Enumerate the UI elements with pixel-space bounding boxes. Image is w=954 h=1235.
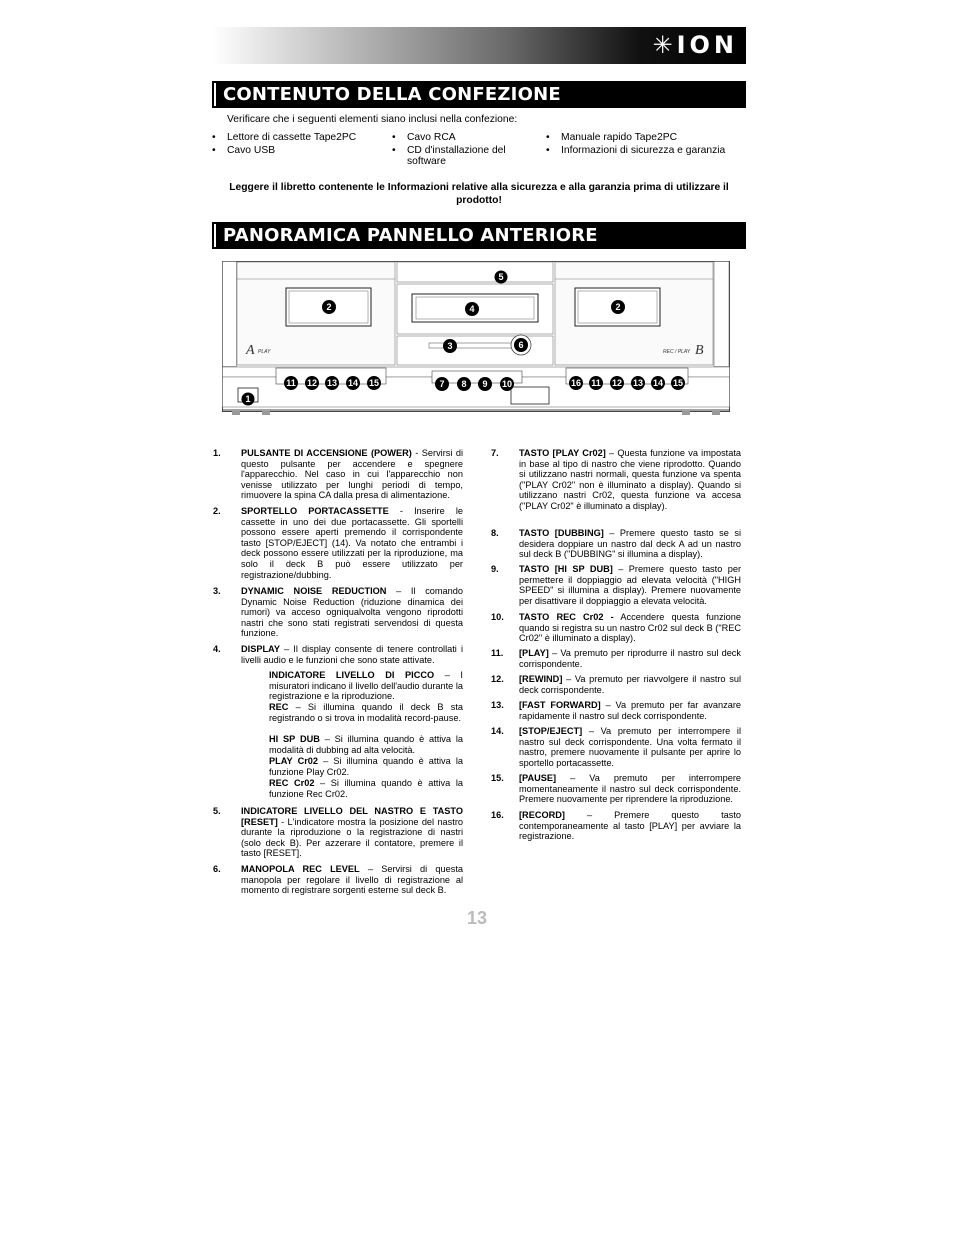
callout-14-a [346,376,360,390]
callout-1 [242,393,255,406]
svg-text:B: B [695,343,704,358]
svg-text:3: 3 [447,341,453,351]
section-title-panel: PANORAMICA PANNELLO ANTERIORE [212,222,746,249]
callout-8 [457,377,471,391]
svg-text:13: 13 [326,378,338,388]
callout-13-b [631,376,645,390]
callout-12-a [305,376,319,390]
item-12: 12. [REWIND] – Va premuto per riavvolgere il nastro sul deck corrispondente. [491,674,741,695]
list-item: • Cavo RCA [407,132,522,143]
callout-14-b [651,376,665,390]
page-number: 13 [466,908,488,928]
callout-3 [443,339,457,353]
display-sub-hisp: HI SP DUB – Si illumina quando è attiva la modalità di dubbing ad alta velocità. [269,734,463,755]
svg-text:6: 6 [518,340,524,350]
callout-15-a [367,376,381,390]
svg-text:16: 16 [570,378,582,388]
item-13: 13. [FAST FORWARD] – Va premuto per far avanzare rapidamente il nastro sul deck corrispondente. [491,700,741,721]
section-title-contents: CONTENUTO DELLA CONFEZIONE [212,81,746,108]
callout-11-b [589,376,603,390]
svg-text:10: 10 [501,379,513,389]
item-2: 2. SPORTELLO PORTACASSETTE - Inserire le cassette in uno dei due portacassette. Gli sportelli possono essere aperti premendo il corrispondente tasto [STOP/EJECT] (14). Va notato che entrambi i deck possono essere utilizzati per la riproduzione, ma solo il deck B può essere utilizzato per registrazione/dubbing. [213,506,463,580]
callout-10 [500,377,514,391]
svg-text:PLAY: PLAY [258,349,271,355]
svg-text:15: 15 [672,378,684,388]
display-sub-playcr: PLAY Cr02 – Si illumina quando è attiva la funzione Play Cr02. [269,756,464,777]
callout-9 [478,377,492,391]
item-15: 15. [PAUSE] – Va premuto per interrompere momentaneamente il nastro sul deck corrispondente. Premere nuovamente per riprendere la riproduzione. [491,773,741,805]
callout-15-b [671,376,685,390]
callout-13-a [325,376,339,390]
item-14: 14. [STOP/EJECT] – Va premuto per interrompere il nastro sul deck corrispondente. Una volta fermato il nastro, premere nuovamente il pulsante per aprire lo sportello portacassette. [491,726,741,768]
svg-text:14: 14 [652,378,664,388]
deck-a-label: A [246,343,255,358]
logo-star-icon: ✳ [652,31,677,59]
svg-text:1: 1 [245,394,251,404]
item-10: 10. TASTO REC Cr02 - Accendere questa funzione quando si registra su un nastro Cr02 sul deck B ("REC Cr02" è illuminato a display). [491,612,741,644]
svg-text:14: 14 [347,378,359,388]
list-item: • Informazioni di sicurezza e garanzia [561,145,741,156]
list-item: • CD d'installazione del software [407,145,522,167]
callout-16 [569,376,583,390]
header-bar [212,27,746,64]
svg-text:REC / PLAY: REC / PLAY [663,349,691,355]
callout-12-b [610,376,624,390]
callout-7 [435,377,449,391]
item-3: 3. DYNAMIC NOISE REDUCTION – Il comando Dynamic Noise Reduction (riduzione dinamica dei rumori) va acceso ogniqualvolta vengono riprodotti nastri che sono stati registrati servendosi di questa funzione. [213,586,463,639]
callout-2-b [611,300,625,314]
callout-5 [495,271,508,284]
front-panel-diagram [222,261,730,416]
item-9: 9. TASTO [HI SP DUB] – Premere questo tasto per permettere il doppiaggio ad elevata velocità ("HIGH SPEED" si illumina a display). Premere nuovamente per disattivare il doppiaggio a elevata velocità. [491,564,741,606]
item-6: 6. MANOPOLA REC LEVEL – Servirsi di questa manopola per regolare il livello di registrazione al momento di registrare sorgenti esterne sul deck B. [213,864,463,896]
svg-text:11: 11 [286,378,296,388]
callout-2-a [322,300,336,314]
item-8: 8. TASTO [DUBBING] – Premere questo tasto se si desidera doppiare un nastro dal deck A ad un nastro sul deck B ("DUBBING" si illumina a display). [491,528,741,560]
svg-text:7: 7 [439,379,445,389]
item-16: 16. [RECORD] – Premere questo tasto contemporaneamente al tasto [PLAY] per avviare la registrazione. [491,810,741,842]
svg-text:9: 9 [482,379,488,389]
ion-logo: ✳ION [652,31,738,59]
svg-text:13: 13 [632,378,644,388]
list-item: • Cavo USB [227,145,377,156]
svg-text:11: 11 [591,378,601,388]
display-sub-peak: INDICATORE LIVELLO DI PICCO – I misuratori indicano il livello dell'audio durante la registrazione e la riproduzione. [269,670,463,702]
callout-11-a [284,376,298,390]
list-item: • Manuale rapido Tape2PC [561,132,741,143]
item-5: 5. INDICATORE LIVELLO DEL NASTRO E TASTO [RESET] - L'indicatore mostra la posizione del nastro durante la riproduzione o la registrazione di nastri (solo deck B). Per azzerare il contatore, premere il tasto [RESET]. [213,806,463,859]
item-11: 11. [PLAY] – Va premuto per riprodurre il nastro sul deck corrispondente. [491,648,741,669]
svg-text:12: 12 [611,378,623,388]
svg-text:8: 8 [461,379,467,389]
contents-intro: Verificare che i seguenti elementi siano inclusi nella confezione: [227,114,518,125]
svg-text:2: 2 [615,302,621,312]
list-item: • Lettore di cassette Tape2PC [227,132,377,143]
item-7: 7. TASTO [PLAY Cr02] – Questa funzione va impostata in base al tipo di nastro che viene riprodotto. Quando si utilizzano nastri normali, questa funzione va spenta ("PLAY Cr02" non è illuminato a display). Quando si utilizzano nastri Cr02, questa funzione va accesa ("PLAY Cr02" è illuminato a display). [491,448,742,511]
svg-text:2: 2 [326,302,332,312]
callout-4 [465,302,479,316]
item-4: 4. DISPLAY – Il display consente di tenere controllati i livelli audio e le funzioni che sono state attivate. [213,644,463,665]
svg-text:15: 15 [368,378,380,388]
display-sub-reccr: REC Cr02 – Si illumina quando è attiva la funzione Rec Cr02. [269,778,463,799]
svg-text:4: 4 [469,304,475,314]
display-sub-rec: REC – Si illumina quando il deck B sta registrando o si trova in modalità record-pause. [269,702,463,723]
safety-warning: Leggere il libretto contenente le Informazioni relative alla sicurezza e alla garanzia prima di utilizzare il prodotto! [229,182,729,206]
callout-6 [514,338,528,352]
item-1: 1. PULSANTE DI ACCENSIONE (POWER) - Servirsi di questo pulsante per accendere e spegnere l'apparecchio. Nel caso in cui l'apparecchio non venisse utilizzato per lunghi periodi di tempo, rimuovere la spina CA dalla presa di alimentazione. [213,448,464,501]
svg-text:12: 12 [306,378,318,388]
svg-text:5: 5 [498,272,504,282]
